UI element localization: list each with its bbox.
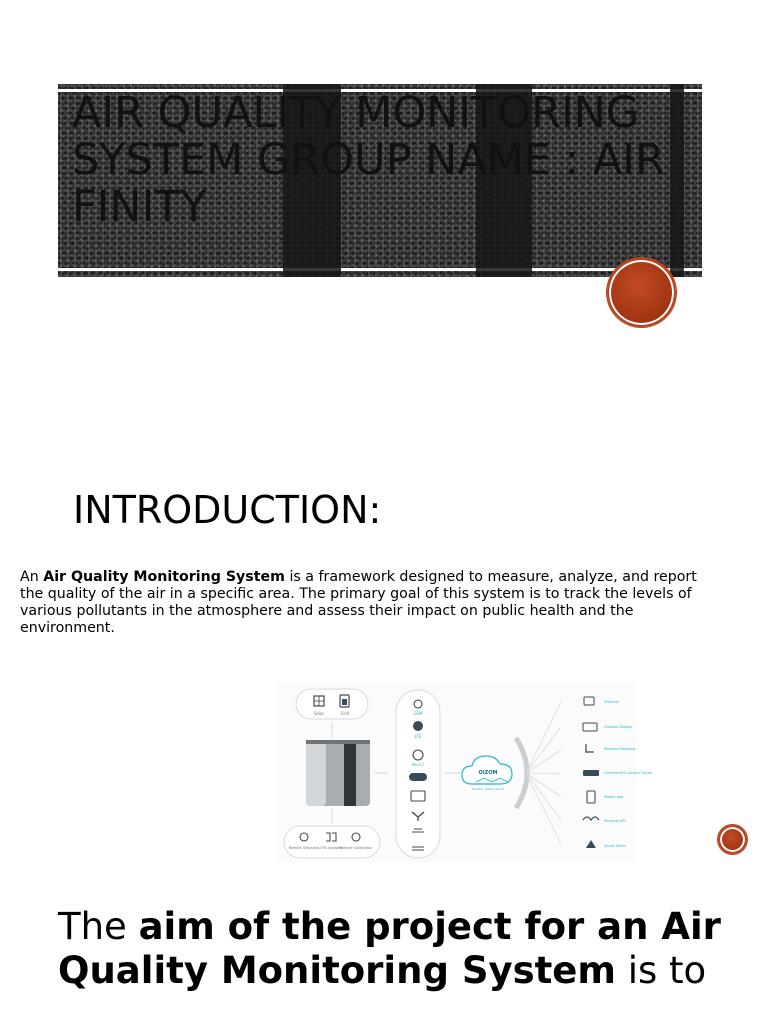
power-input-pill — [296, 689, 368, 719]
outdoor-display-icon — [583, 723, 597, 731]
grid-label: Grid — [340, 711, 350, 716]
output-command-center: Command & Control Center — [604, 771, 653, 775]
slide-title: AIR QUALITY MONITORING SYSTEM GROUP NAME : AIR FINITY — [72, 88, 665, 232]
output-smart-alerts: Smart Alerts — [604, 844, 626, 848]
gsm-label: GSM — [413, 711, 423, 716]
mobile-app-icon — [587, 791, 595, 803]
intro-rest: is a framework designed to measure, analyze, and report the quality of the air in a specific area. The primary goal of this system is to track the levels of various pollutants in the atmosphere and assess their impact on public health and the environment. — [20, 569, 697, 636]
ota-updates-label: OTA Updates — [320, 846, 342, 850]
banner-bottom-rule — [58, 268, 702, 271]
decorative-orb-small — [718, 825, 747, 854]
lte-icon — [413, 721, 423, 731]
aim-rest: is to — [615, 949, 707, 992]
architecture-diagram — [276, 682, 653, 862]
output-mobile-app: Mobile app — [604, 795, 624, 799]
remote-diagnosis-label: Remote Diagnosis — [288, 846, 320, 850]
remote-calibration-label: Remote Calibration — [339, 846, 373, 850]
maintenance-pill — [284, 826, 380, 858]
output-pollution-mapping: Pollution Mapping — [604, 747, 636, 751]
aim-paragraph — [58, 905, 738, 993]
output-terminal: Terminal — [604, 700, 619, 704]
distribution-arc — [516, 738, 527, 808]
cloud-sublabel: Private / Public Cloud — [472, 787, 504, 791]
decorative-orb-large — [607, 258, 676, 327]
title-banner — [58, 84, 702, 277]
output-outdoor-display: Outdoor Display — [604, 725, 633, 729]
solar-label: Solar — [313, 711, 325, 716]
personal-api-icon — [583, 817, 599, 820]
intro-paragraph — [20, 569, 700, 637]
monitoring-device — [306, 740, 370, 806]
terminal-icon — [584, 697, 594, 705]
aim-lead: The — [58, 905, 139, 948]
intro-lead: An — [20, 569, 44, 585]
intro-bold: Air Quality Monitoring System — [43, 569, 285, 585]
fan-out-lines — [526, 702, 561, 844]
lte-label: LTE — [414, 734, 422, 739]
smart-alerts-icon — [586, 840, 596, 848]
architecture-diagram-svg — [276, 682, 653, 862]
nb-iot-label: NB-IOT — [411, 763, 425, 767]
command-center-icon — [583, 770, 599, 776]
output-personal-api: Personal API — [604, 819, 626, 823]
cloud-brand: OIZOM — [478, 770, 498, 776]
wifi-icon — [409, 773, 427, 781]
section-heading: INTRODUCTION: — [73, 488, 382, 532]
aim-bold: aim of the project for an Air Quality Monitoring System — [58, 905, 721, 992]
pollution-mapping-icon — [586, 744, 594, 752]
